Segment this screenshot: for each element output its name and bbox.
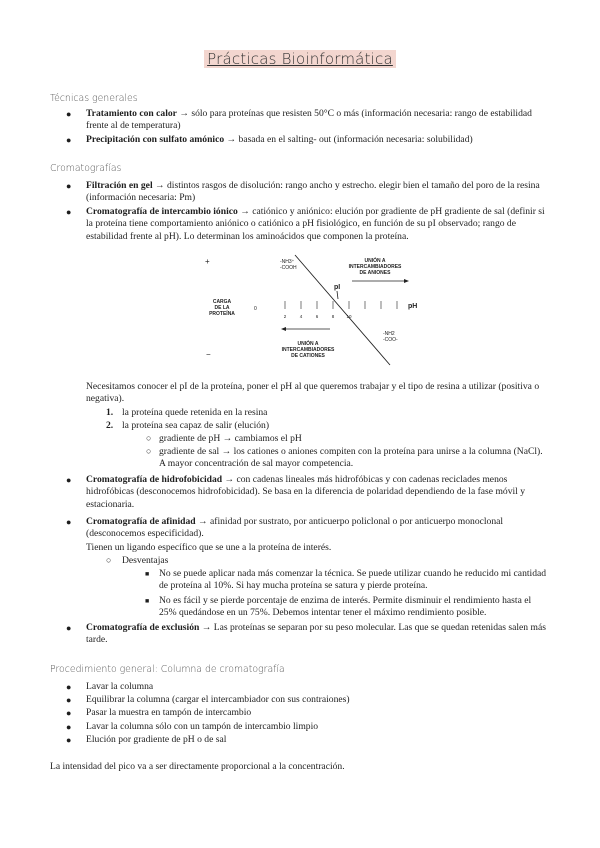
bullet-icon: ● xyxy=(66,517,72,527)
tick-6: 6 xyxy=(315,314,319,319)
square-bullet-icon: ■ xyxy=(145,570,150,578)
section-heading-procedimiento: Procedimiento general: Columna de cromatografía xyxy=(50,664,285,675)
ligando-text: Tienen un ligando específico que se une a la proteína de interés. xyxy=(86,542,332,553)
hidrofobicidad-item: Cromatografía de hidrofobicidad → con cadenas lineales más hidrofóbicas y con cadenas reciclades menos hidrofóbicas (desconocemos hidrofobicidad). Se basa en la diferencia de polaridad dependiendo de la fase móvil y estacionaria. xyxy=(86,474,526,510)
tick-8: 8 xyxy=(331,314,335,319)
procedimiento-item: Lavar la columna sólo con un tampón de intercambio limpio xyxy=(86,721,319,732)
precipitacion-item: Precipitación con sulfato amónico → basada en el salting- out (información necesaria: solubilidad) xyxy=(86,134,473,145)
bullet-icon: ● xyxy=(66,722,72,732)
desventajas-label: Desventajas xyxy=(122,555,169,566)
bullet-icon: ● xyxy=(66,135,72,145)
circle-bullet-icon: ○ xyxy=(146,446,152,456)
anion-label-2: INTERCAMBIADORES xyxy=(348,264,402,270)
page-title: Prácticas Bioinformática xyxy=(0,50,600,68)
tick-4: 4 xyxy=(299,314,303,319)
nh3-label: -NH3⁺ xyxy=(280,259,295,265)
charge-ph-figure xyxy=(200,253,440,373)
section-heading-cromatografias: Cromatografías xyxy=(50,163,122,174)
procedimiento-item: Pasar la muestra en tampón de intercambio xyxy=(86,707,252,718)
bullet-icon: ● xyxy=(66,207,72,217)
filtracion-item: Filtración en gel → distintos rasgos de disolución: rango ancho y estrecho. elegir bien el tamaño del poro de la resina (información necesaria: Pm) xyxy=(86,180,540,204)
ph-label: pH xyxy=(408,303,418,310)
intercambio-item: Cromatografía de intercambio iónico → catiónico y aniónico: elución por gradiente de pH gradiente de sal (definir si la proteína tiene comportamiento aniónico o catiónico a pH fisiológico, en función de su pI observado; rango de estabilidad frente al pH). Lo determinan los aminoácidos que componen la proteína. xyxy=(86,206,545,242)
bullet-icon: ● xyxy=(66,623,72,633)
bullet-icon: ● xyxy=(66,708,72,718)
charge-label-3: PROTEÍNA xyxy=(209,311,235,317)
numbered-marker: 1. xyxy=(106,407,114,418)
bullet-icon: ● xyxy=(66,109,72,119)
anion-label-3: DE ANIONES xyxy=(359,270,391,276)
sub-item-sal: gradiente de sal → los cationes o aniones compiten con la proteína para unirse a la columna (NaCl). A mayor concentración de sal mayor competencia. xyxy=(159,446,543,470)
afinidad-item: Cromatografía de afinidad → afinidad por sustrato, por anticuerpo policlonal o por anticuerpo monoclonal (desconocemos especificidad). xyxy=(86,516,504,540)
anion-arrowhead xyxy=(404,279,409,283)
procedimiento-item: Lavar la columna xyxy=(86,681,154,692)
zero-label: 0 xyxy=(254,306,257,312)
minus-sign: − xyxy=(206,350,211,359)
cation-label-3: DE CATIONES xyxy=(291,353,325,359)
procedimiento-item: Elución por gradiente de pH o de sal xyxy=(86,734,227,745)
cation-arrowhead xyxy=(281,327,286,331)
sub-item-ph: gradiente de pH → cambiamos el pH xyxy=(159,433,302,444)
cooh-label: -COOH xyxy=(280,265,297,271)
circle-bullet-icon: ○ xyxy=(146,433,152,443)
nh2-label: -NH2 xyxy=(383,331,395,337)
charge-label-1: CARGA xyxy=(212,299,232,305)
coo-label: -COO- xyxy=(383,337,398,343)
circle-bullet-icon: ○ xyxy=(106,555,112,565)
square-bullet-icon: ■ xyxy=(145,597,150,605)
cation-label-1: UNIÓN A xyxy=(297,341,319,347)
bullet-icon: ● xyxy=(66,735,72,745)
anion-label-1: UNIÓN A xyxy=(364,258,386,264)
bullet-icon: ● xyxy=(66,695,72,705)
pi-label: pI xyxy=(334,284,341,291)
tick-10: 10 xyxy=(346,314,352,319)
plus-sign: + xyxy=(205,257,210,266)
numbered-item-2: la proteína sea capaz de salir (elución) xyxy=(122,420,270,431)
procedimiento-item: Equilibrar la columna (cargar el intercambiador con sus contraiones) xyxy=(86,694,350,705)
exclusion-item: Cromatografía de exclusión → Las proteínas se separan por su peso molecular. Las que se quedan retenidas salen más tarde. xyxy=(86,622,546,646)
section-heading-tecnicas: Técnicas generales xyxy=(50,93,138,104)
desventaja-1: No se puede aplicar nada más comenzar la técnica. Se puede utilizar cuando he reducido mi cantidad de proteína al 10%. Si hay mucha proteína se satura y pierde proteína. xyxy=(159,568,547,592)
pi-arrow xyxy=(337,291,338,299)
tick-2: 2 xyxy=(283,314,287,319)
bullet-icon: ● xyxy=(66,682,72,692)
cation-label-2: INTERCAMBIADORES xyxy=(281,347,335,353)
necesitamos-paragraph: Necesitamos conocer el pI de la proteína, poner el pH al que queremos trabajar y el tipo de resina a utilizar (positiva o negativa). xyxy=(86,381,540,405)
desventaja-2: No es fácil y se pierde porcentaje de enzima de interés. Permite disminuir el rendimiento hasta el 25% quedándose en un 75%. Debemos intentar tener el máximo rendimiento posible. xyxy=(159,595,532,619)
charge-label-2: DE LA xyxy=(214,305,230,311)
bullet-icon: ● xyxy=(66,475,72,485)
bullet-icon: ● xyxy=(66,181,72,191)
numbered-marker: 2. xyxy=(106,420,114,431)
numbered-item-1: la proteína quede retenida en la resina xyxy=(122,407,268,418)
tratamiento-item: Tratamiento con calor → sólo para proteínas que resisten 50°C o más (información necesaria: rango de estabilidad frente al de temperatura) xyxy=(86,108,532,132)
final-sentence: La intensidad del pico va a ser directamente proporcional a la concentración. xyxy=(50,761,345,772)
